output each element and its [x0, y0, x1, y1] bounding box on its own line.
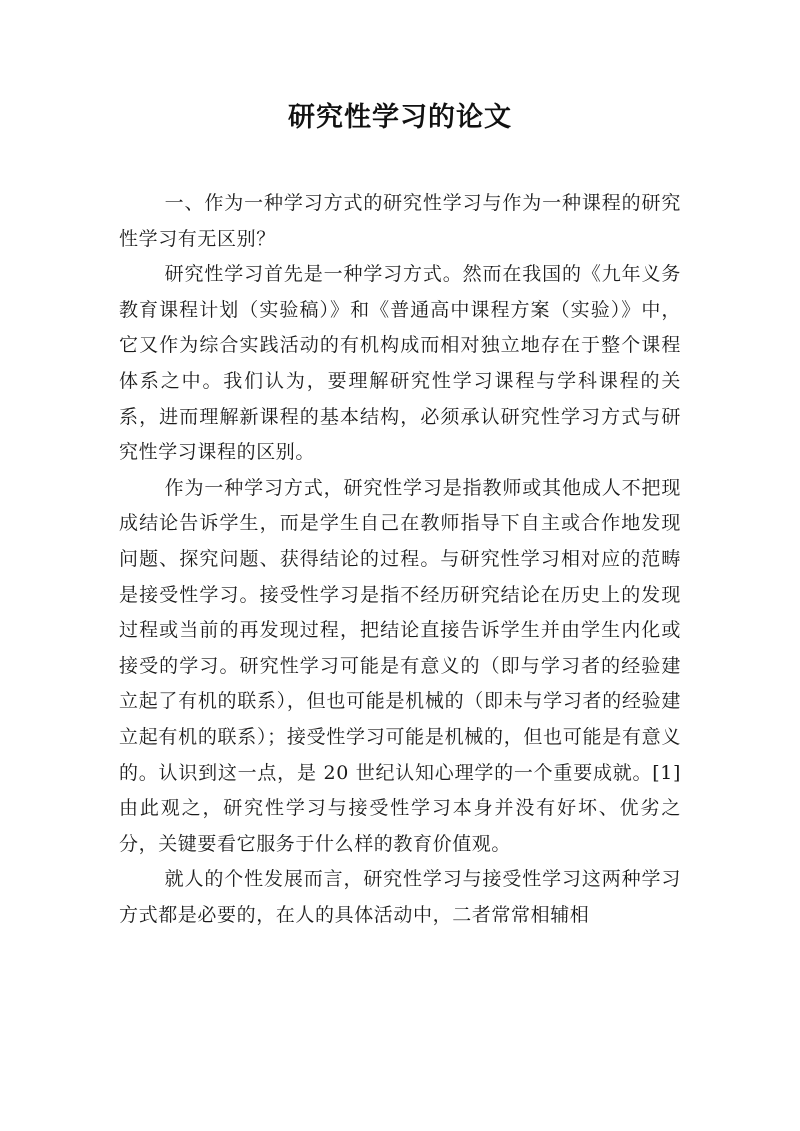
- paragraph-personal-development: 就人的个性发展而言，研究性学习与接受性学习这两种学习方式都是必要的，在人的具体活动中，二者常常相辅相: [119, 868, 681, 926]
- document-title: 研究性学习的论文: [288, 102, 512, 133]
- paragraph-question: 一、作为一种学习方式的研究性学习与作为一种课程的研究性学习有无区别？: [119, 192, 681, 250]
- paragraph-learning-method: 研究性学习首先是一种学习方式。然而在我国的《九年义务教育课程计划（实验稿）》和《普通高中课程方案（实验）》中，它又作为综合实践活动的有机构成而相对独立地存在于整个课程体系之中。我们认为，要理解研究性学习课程与学科课程的关系，进而理解新课程的基本结构，必须承认研究性学习方式与研究性学习课程的区别。: [119, 263, 681, 464]
- document-body: [119, 186, 681, 933]
- paragraph-definition: 作为一种学习方式，研究性学习是指教师或其他成人不把现成结论告诉学生，而是学生自己在教师指导下自主或合作地发现问题、探究问题、获得结论的过程。与研究性学习相对应的范畴是接受性学习。接受性学习是指不经历研究结论在历史上的发现过程或当前的再发现过程，把结论直接告诉学生并由学生内化或接受的学习。研究性学习可能是有意义的（即与学习者的经验建立起了有机的联系），但也可能是机械的（即未与学习者的经验建立起有机的联系）；接受性学习可能是机械的，但也可能是有意义的。认识到这一点，是 20 世纪认知心理学的一个重要成就。[1] 由此观之，研究性学习与接受性学习本身并没有好坏、优劣之分，关键要看它服务于什么样的教育价值观。: [119, 476, 681, 855]
